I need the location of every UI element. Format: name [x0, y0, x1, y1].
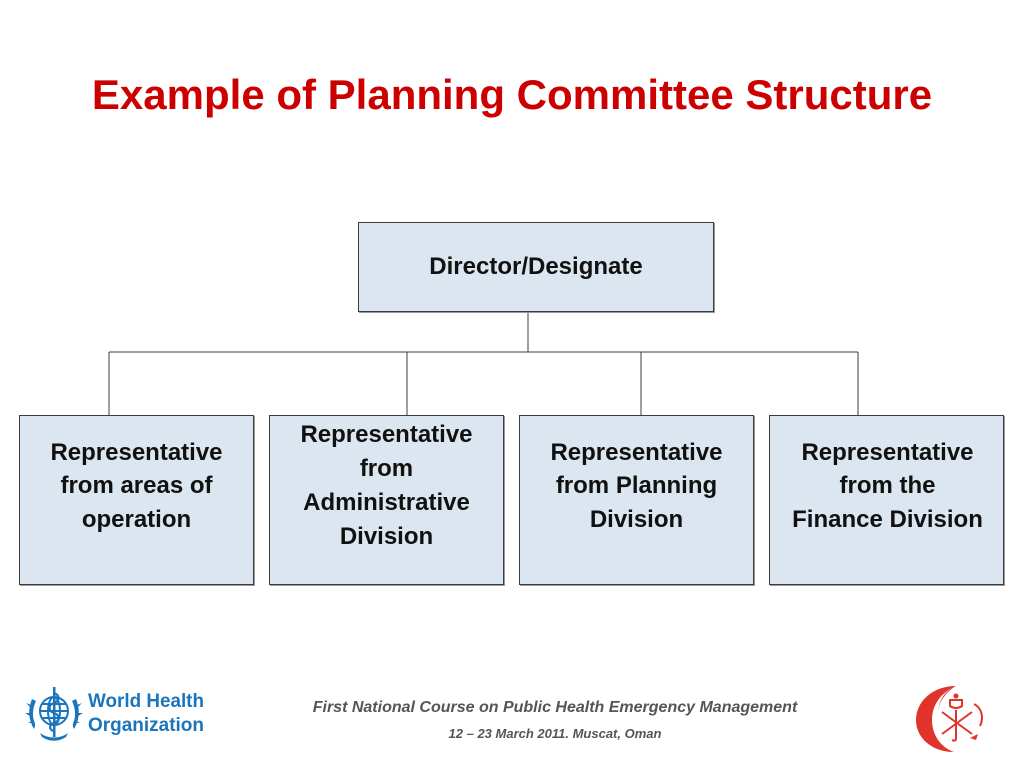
org-box-label: Representative from Administrative Division	[300, 420, 473, 551]
who-wordmark-line-2: Organization	[88, 715, 204, 736]
org-box-administrative-division	[269, 415, 504, 585]
who-emblem-icon	[22, 679, 86, 745]
crescent-emblem-icon	[912, 682, 992, 754]
org-box-label: Representative from the Finance Division	[792, 439, 983, 533]
org-box-director	[358, 222, 714, 312]
who-wordmark-line-1: World Health	[88, 691, 204, 712]
org-box-label: Representative from Planning Division	[550, 439, 723, 533]
org-box-planning-division	[519, 415, 754, 585]
org-box-director-label: Director/Designate	[429, 253, 643, 280]
org-box-finance-division	[769, 415, 1004, 585]
slide-title: Example of Planning Committee Structure	[91, 71, 933, 118]
who-logo	[22, 679, 202, 745]
footer-course-title: First National Course on Public Health Emergency Management	[312, 699, 798, 716]
org-box-areas-of-operation	[19, 415, 254, 585]
footer-course-dates: 12 – 23 March 2011. Muscat, Oman	[448, 726, 662, 741]
org-box-label: Representative from areas of operation	[50, 439, 223, 533]
